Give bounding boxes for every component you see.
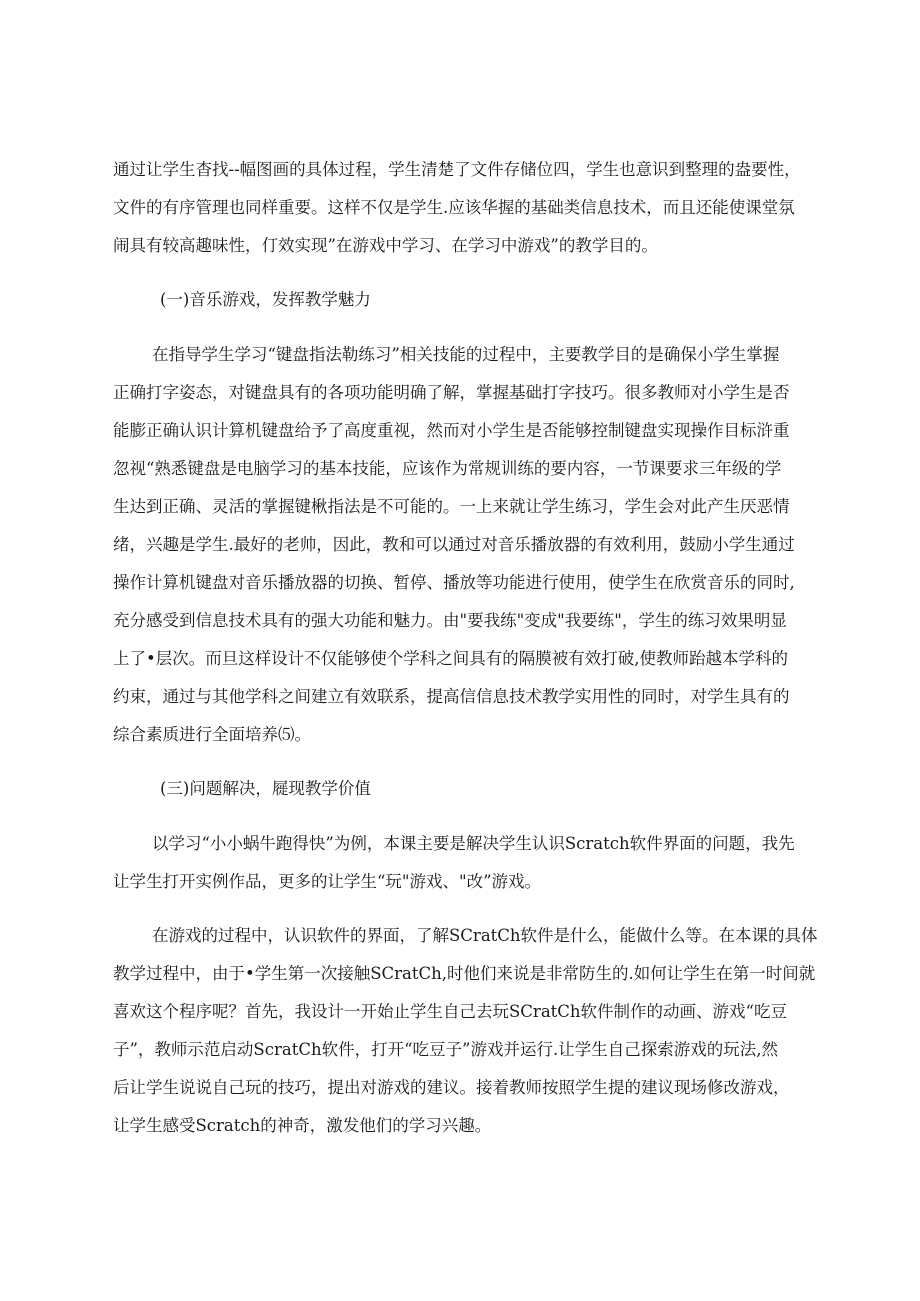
paragraph-2-line-9: 上了•层次。而旦这样设计不仅能够使个学科之间具有的隔膜被有效打破,使教师跆越本学科的	[113, 649, 788, 668]
paragraph-1-line-2: 文件的有序管理也同样重要。这样不仅是学生.应该华握的基础类信息技术，而且还能使课堂氛	[113, 198, 795, 217]
paragraph-2-line-7: 操作计算机键盘对音乐播放器的切换、暂停、播放等功能进行使用，使学生在欣赏音乐的同时,	[113, 573, 795, 592]
paragraph-1-line-1: 通过让学生杳找--幅图画的具体过程，学生清楚了文件存储位四，学生也意识到整理的盎要性，	[113, 160, 801, 179]
paragraph-2-line-2: 正确打字姿态，对键盘具有的各项功能明确了解，掌握基础打字技巧。很多教师对小学生是否	[113, 383, 790, 402]
paragraph-3-line-1: 以学习“小小蜗牛跑得快”为例，本课主要是解决学生认识Scratch软件界面的问题，我先	[152, 834, 795, 853]
paragraph-4-line-1: 在游戏的过程中，认识软件的界面，了解SCratCh软件是什么，能做什么等。在本课的具体	[152, 926, 818, 945]
paragraph-2-line-8: 充分感受到信息技术具有的强大功能和魅力。由"要我练"变成"我要练"，学生的练习效果明显	[113, 611, 787, 630]
section-heading-problem-solving: (三)问题解决，屣现教学价值	[160, 779, 371, 798]
paragraph-2-line-6: 绪，兴趣是学生.最好的老帅，因此，教和可以通过对音乐播放器的有效利用，鼓励小学生通过	[113, 535, 795, 554]
paragraph-1-line-3: 闹具有较高趣味性，仃效实现”在游戏中学习、在学习中游戏”的教学目的。	[113, 236, 658, 255]
paragraph-4-line-5: 后让学生说说自己玩的技巧，提出对游戏的建议。接着教师按照学生提的建议现场修改游戏，	[113, 1078, 790, 1097]
paragraph-2-line-3: 能膨正确认识计算机键盘给予了高度重视，然而对小学生是否能够控制键盘实现操作目标浒重	[113, 421, 790, 440]
paragraph-3-line-2: 让学生打开实例作品，更多的让学生“玩"游戏、"改”游戏。	[113, 872, 542, 891]
paragraph-2-line-11: 综合素质进行全面培养⑸。	[113, 725, 311, 744]
paragraph-2-line-5: 生达到正确、灵活的掌握键楸指法是不可能的。一上来就让学生练习，学生会对此产生厌恶情	[113, 497, 790, 516]
paragraph-2-line-4: 忽视“熟悉键盘是电脑学习的基本技能，应该作为常规训练的要内容，一节课要求三年级的学	[113, 459, 782, 478]
paragraph-4-line-4: 子”，教师示范启动ScratCh软件，打开“吃豆子”游戏并运行.让学生自己探索游戏的玩法,然	[113, 1040, 778, 1059]
paragraph-4-line-2: 教学过程中，由于•学生第一次接触SCratCh,时他们来说是非常防生的.如何让学生在第一时间就	[113, 964, 816, 983]
paragraph-2-line-10: 约束，通过与其他学科之间建立有效联系，提高信信息技术教学实用性的同时，对学生具有的	[113, 687, 790, 706]
section-heading-music-game: (一)音乐游戏，发挥教学魅力	[160, 290, 371, 309]
paragraph-4-line-6: 让学生感受Scratch的神奇，激发他们的学习兴趣。	[113, 1116, 492, 1135]
paragraph-2-line-1: 在指导学生学习“键盘指法勒练习”相关技能的过程中，主要教学目的是确保小学生掌握	[152, 345, 780, 364]
paragraph-4-line-3: 喜欢这个程序呢？首先，我设计一开始止学生自己去玩SCratCh软件制作的动画、游戏“吃豆	[113, 1002, 787, 1021]
